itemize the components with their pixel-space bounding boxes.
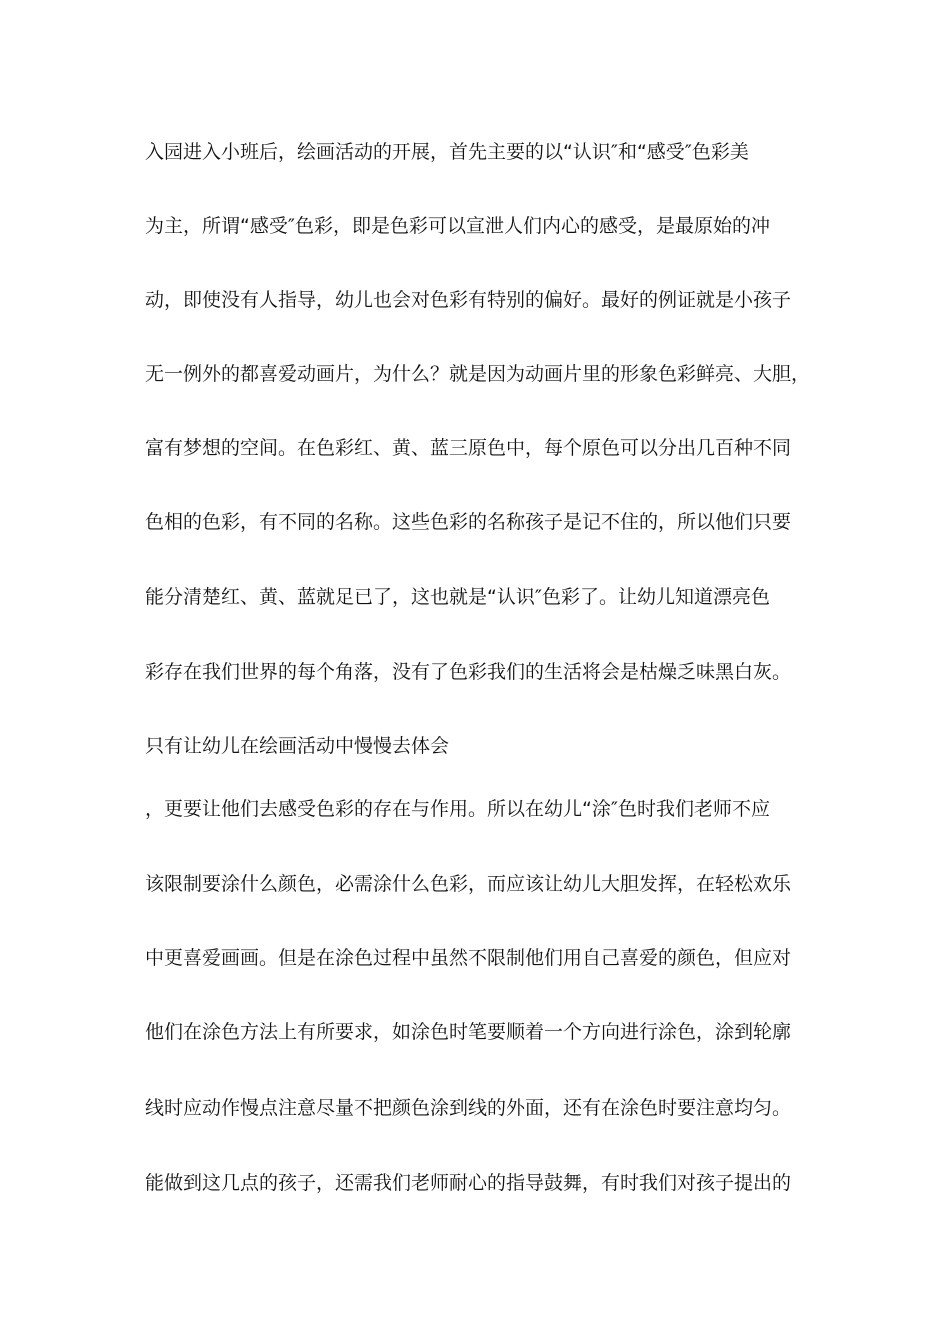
- text-line-7: 能分清楚红、黄、蓝就足已了，这也就是“认识″色彩了。让幼儿知道漂亮色: [145, 586, 770, 608]
- text-line-13: 他们在涂色方法上有所要求，如涂色时笔要顺着一个方向进行涂色，涂到轮廓: [145, 1021, 792, 1043]
- text-line-9: 只有让幼儿在绘画活动中慢慢去体会: [145, 735, 450, 757]
- text-line-1: 入园进入小班后，绘画活动的开展，首先主要的以“认识″和“感受″色彩美: [145, 141, 749, 163]
- text-line-8: 彩存在我们世界的每个角落，没有了色彩我们的生活将会是枯燥乏味黑白灰。: [145, 661, 792, 683]
- text-line-12: 中更喜爱画画。但是在涂色过程中虽然不限制他们用自己喜爱的颜色，但应对: [145, 947, 792, 969]
- text-line-3: 动，即使没有人指导，幼儿也会对色彩有特别的偏好。最好的例证就是小孩子: [145, 289, 792, 311]
- text-line-14: 线时应动作慢点注意尽量不把颜色涂到线的外面，还有在涂色时要注意均匀。: [145, 1097, 792, 1119]
- text-line-2: 为主，所谓“感受″色彩，即是色彩可以宣泄人们内心的感受，是最原始的冲: [145, 215, 770, 237]
- text-line-15: 能做到这几点的孩子，还需我们老师耐心的指导鼓舞，有时我们对孩子提出的: [145, 1172, 792, 1194]
- text-line-6: 色相的色彩，有不同的名称。这些色彩的名称孩子是记不住的，所以他们只要: [145, 511, 792, 533]
- text-line-11: 该限制要涂什么颜色，必需涂什么色彩，而应该让幼儿大胆发挥，在轻松欢乐: [145, 873, 792, 895]
- text-line-4: 无一例外的都喜爱动画片，为什么？就是因为动画片里的形象色彩鲜亮、大胆，: [145, 363, 811, 385]
- text-line-10: ，更要让他们去感受色彩的存在与作用。所以在幼儿“涂″色时我们老师不应: [145, 798, 770, 820]
- text-line-5: 富有梦想的空间。在色彩红、黄、蓝三原色中，每个原色可以分出几百种不同: [145, 437, 792, 459]
